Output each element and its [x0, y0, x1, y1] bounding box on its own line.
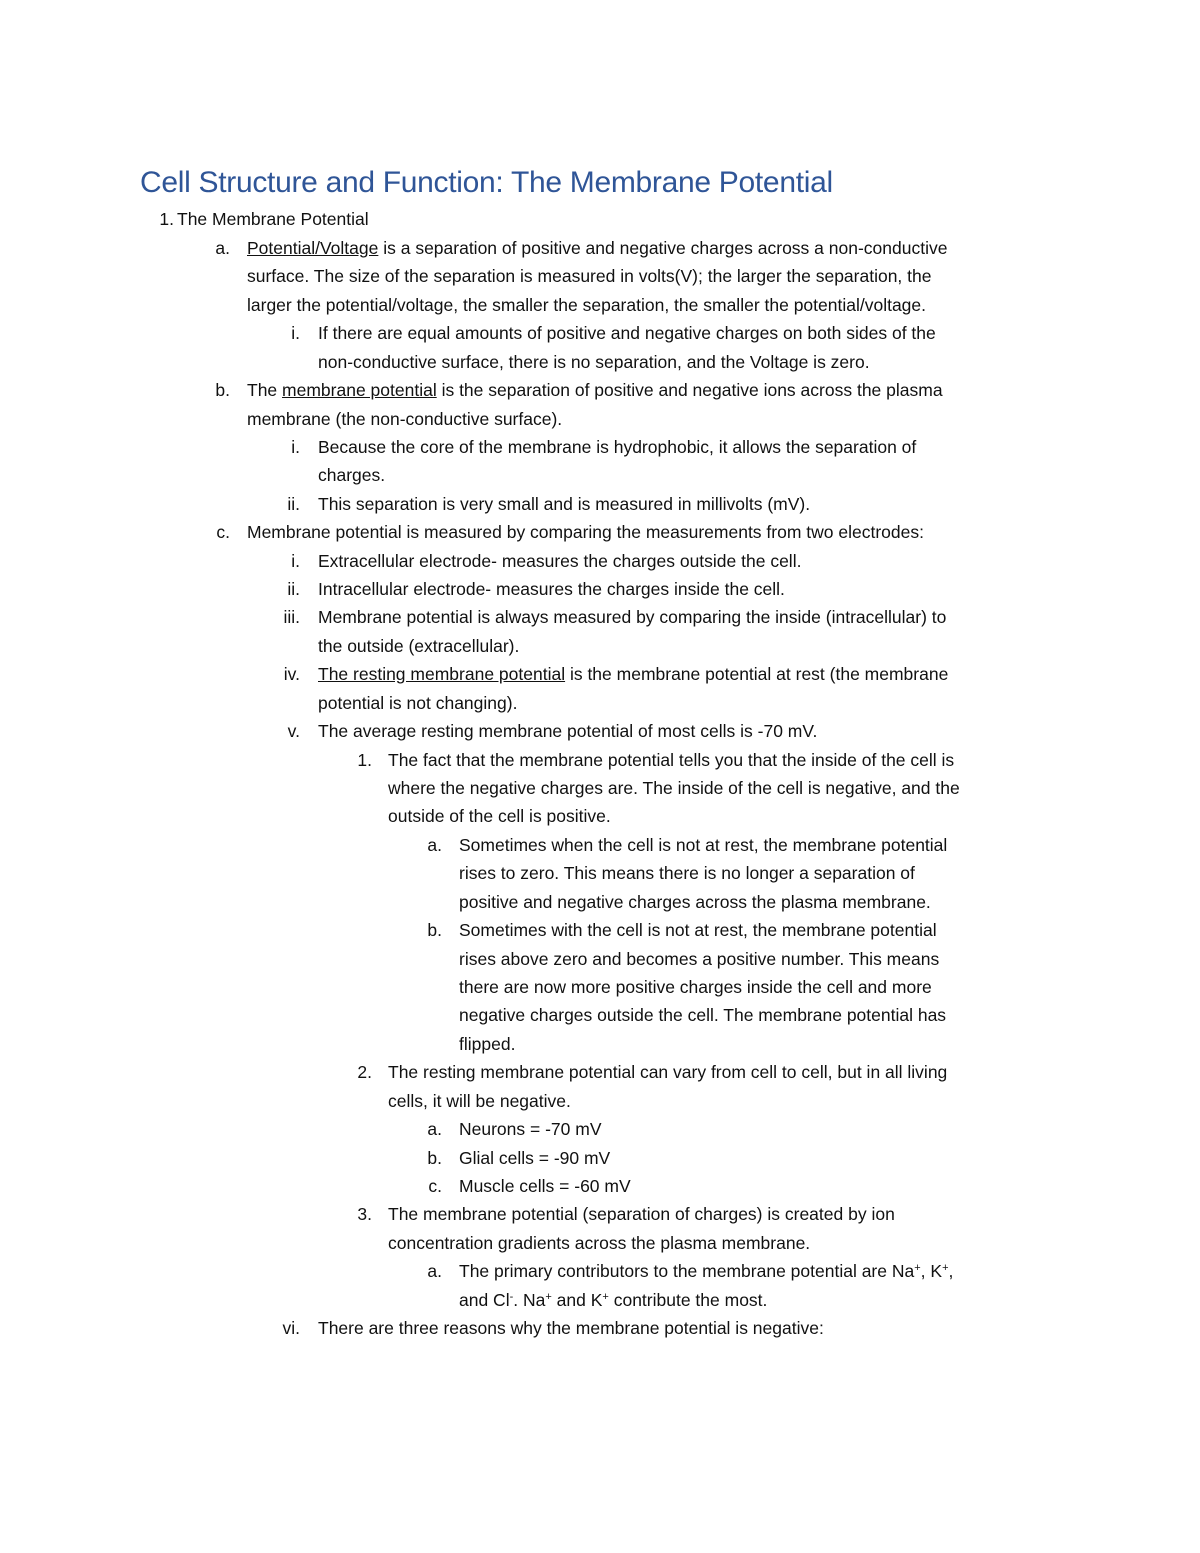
- section-heading: The Membrane Potential: [177, 209, 369, 229]
- text-line: Sometimes with the cell is not at rest, the membrane potential: [459, 920, 937, 940]
- text-line: rises above zero and becomes a positive number. This means: [459, 949, 940, 969]
- ion-line: [459, 1286, 767, 1314]
- text-line: negative charges outside the cell. The membrane potential has: [459, 1005, 947, 1025]
- list-marker: iii.: [283, 607, 300, 627]
- list-marker: b.: [215, 380, 230, 400]
- text-fragment: ,: [948, 1261, 954, 1281]
- ion-line: [459, 1257, 953, 1285]
- text-line: is a separation of positive and negative charges across a non-conductive: [378, 238, 948, 258]
- charge-superscript: +: [545, 1291, 552, 1303]
- list-marker: i.: [291, 551, 300, 571]
- text-line: where the negative charges are. The inside of the cell is negative, and the: [388, 778, 960, 798]
- defined-term: The resting membrane potential: [318, 664, 566, 684]
- text-line: outside of the cell is positive.: [388, 806, 611, 826]
- text-line: is the membrane potential at rest (the membrane: [565, 664, 949, 684]
- text-line: Muscle cells = -60 mV: [459, 1176, 631, 1196]
- text-line: non-conductive surface, there is no separation, and the Voltage is zero.: [318, 352, 870, 372]
- list-marker: ii.: [287, 494, 300, 514]
- defined-term: Potential/Voltage: [247, 238, 379, 258]
- text-line: There are three reasons why the membrane potential is negative:: [318, 1318, 824, 1338]
- text-fragment: The primary contributors to the membrane potential are Na: [459, 1261, 915, 1281]
- charge-superscript: -: [509, 1291, 514, 1303]
- defined-term: membrane potential: [282, 380, 437, 400]
- text-line: larger the potential/voltage, the smaller the separation, the smaller the potential/voltage.: [247, 295, 927, 315]
- list-marker: 2.: [357, 1062, 372, 1082]
- text-line: there are now more positive charges inside the cell and more: [459, 977, 932, 997]
- list-marker: v.: [287, 721, 300, 741]
- text-line: cells, it will be negative.: [388, 1091, 571, 1111]
- list-marker: 1.: [159, 209, 174, 229]
- charge-superscript: +: [602, 1291, 609, 1303]
- list-marker: 1.: [357, 750, 372, 770]
- text-line: The average resting membrane potential of most cells is -70 mV.: [318, 721, 818, 741]
- text-line: positive and negative charges across the plasma membrane.: [459, 892, 931, 912]
- charge-superscript: +: [942, 1262, 949, 1274]
- list-marker: a.: [427, 1261, 442, 1281]
- text-fragment: . Na: [513, 1290, 546, 1310]
- text-line: If there are equal amounts of positive and negative charges on both sides of the: [318, 323, 936, 343]
- text-line: The membrane potential (separation of charges) is created by ion: [388, 1204, 895, 1224]
- list-marker: a.: [427, 1119, 442, 1139]
- text-line: potential is not changing).: [318, 693, 518, 713]
- text-line: Membrane potential is measured by comparing the measurements from two electrodes:: [247, 522, 924, 542]
- text-fragment: and Cl: [459, 1290, 510, 1310]
- text-line: Extracellular electrode- measures the charges outside the cell.: [318, 551, 802, 571]
- text-line: surface. The size of the separation is measured in volts(V); the larger the separation, the: [247, 266, 932, 286]
- text-line: is the separation of positive and negative ions across the plasma: [436, 380, 943, 400]
- text-line: Sometimes when the cell is not at rest, the membrane potential: [459, 835, 948, 855]
- text-line: The resting membrane potential can vary from cell to cell, but in all living: [388, 1062, 948, 1082]
- text-fragment: contribute the most.: [608, 1290, 768, 1310]
- list-marker: c.: [216, 522, 230, 542]
- text-fragment: and K: [551, 1290, 603, 1310]
- list-marker: a.: [215, 238, 230, 258]
- list-marker: vi.: [282, 1318, 300, 1338]
- text-line: Because the core of the membrane is hydrophobic, it allows the separation of: [318, 437, 917, 457]
- list-marker: a.: [427, 835, 442, 855]
- list-marker: iv.: [283, 664, 300, 684]
- list-marker: b.: [427, 920, 442, 940]
- text-fragment: , K: [920, 1261, 943, 1281]
- text-line: Membrane potential is always measured by comparing the inside (intracellular) to: [318, 607, 947, 627]
- page-title: Cell Structure and Function: The Membrane Potential: [140, 166, 833, 199]
- list-marker: i.: [291, 323, 300, 343]
- text-line: Glial cells = -90 mV: [459, 1148, 611, 1168]
- text-line: rises to zero. This means there is no longer a separation of: [459, 863, 915, 883]
- text-line: flipped.: [459, 1034, 516, 1054]
- text-fragment: The: [247, 380, 283, 400]
- text-line: the outside (extracellular).: [318, 636, 520, 656]
- list-marker: ii.: [287, 579, 300, 599]
- text-line: The fact that the membrane potential tells you that the inside of the cell is: [388, 750, 955, 770]
- text-line: charges.: [318, 465, 386, 485]
- text-line: concentration gradients across the plasma membrane.: [388, 1233, 811, 1253]
- list-marker: i.: [291, 437, 300, 457]
- list-marker: c.: [428, 1176, 442, 1196]
- text-line: membrane (the non-conductive surface).: [247, 409, 563, 429]
- list-marker: b.: [427, 1148, 442, 1168]
- text-line: Neurons = -70 mV: [459, 1119, 602, 1139]
- list-marker: 3.: [357, 1204, 372, 1224]
- charge-superscript: +: [914, 1262, 921, 1274]
- text-line: Intracellular electrode- measures the charges inside the cell.: [318, 579, 785, 599]
- text-line: This separation is very small and is measured in millivolts (mV).: [318, 494, 811, 514]
